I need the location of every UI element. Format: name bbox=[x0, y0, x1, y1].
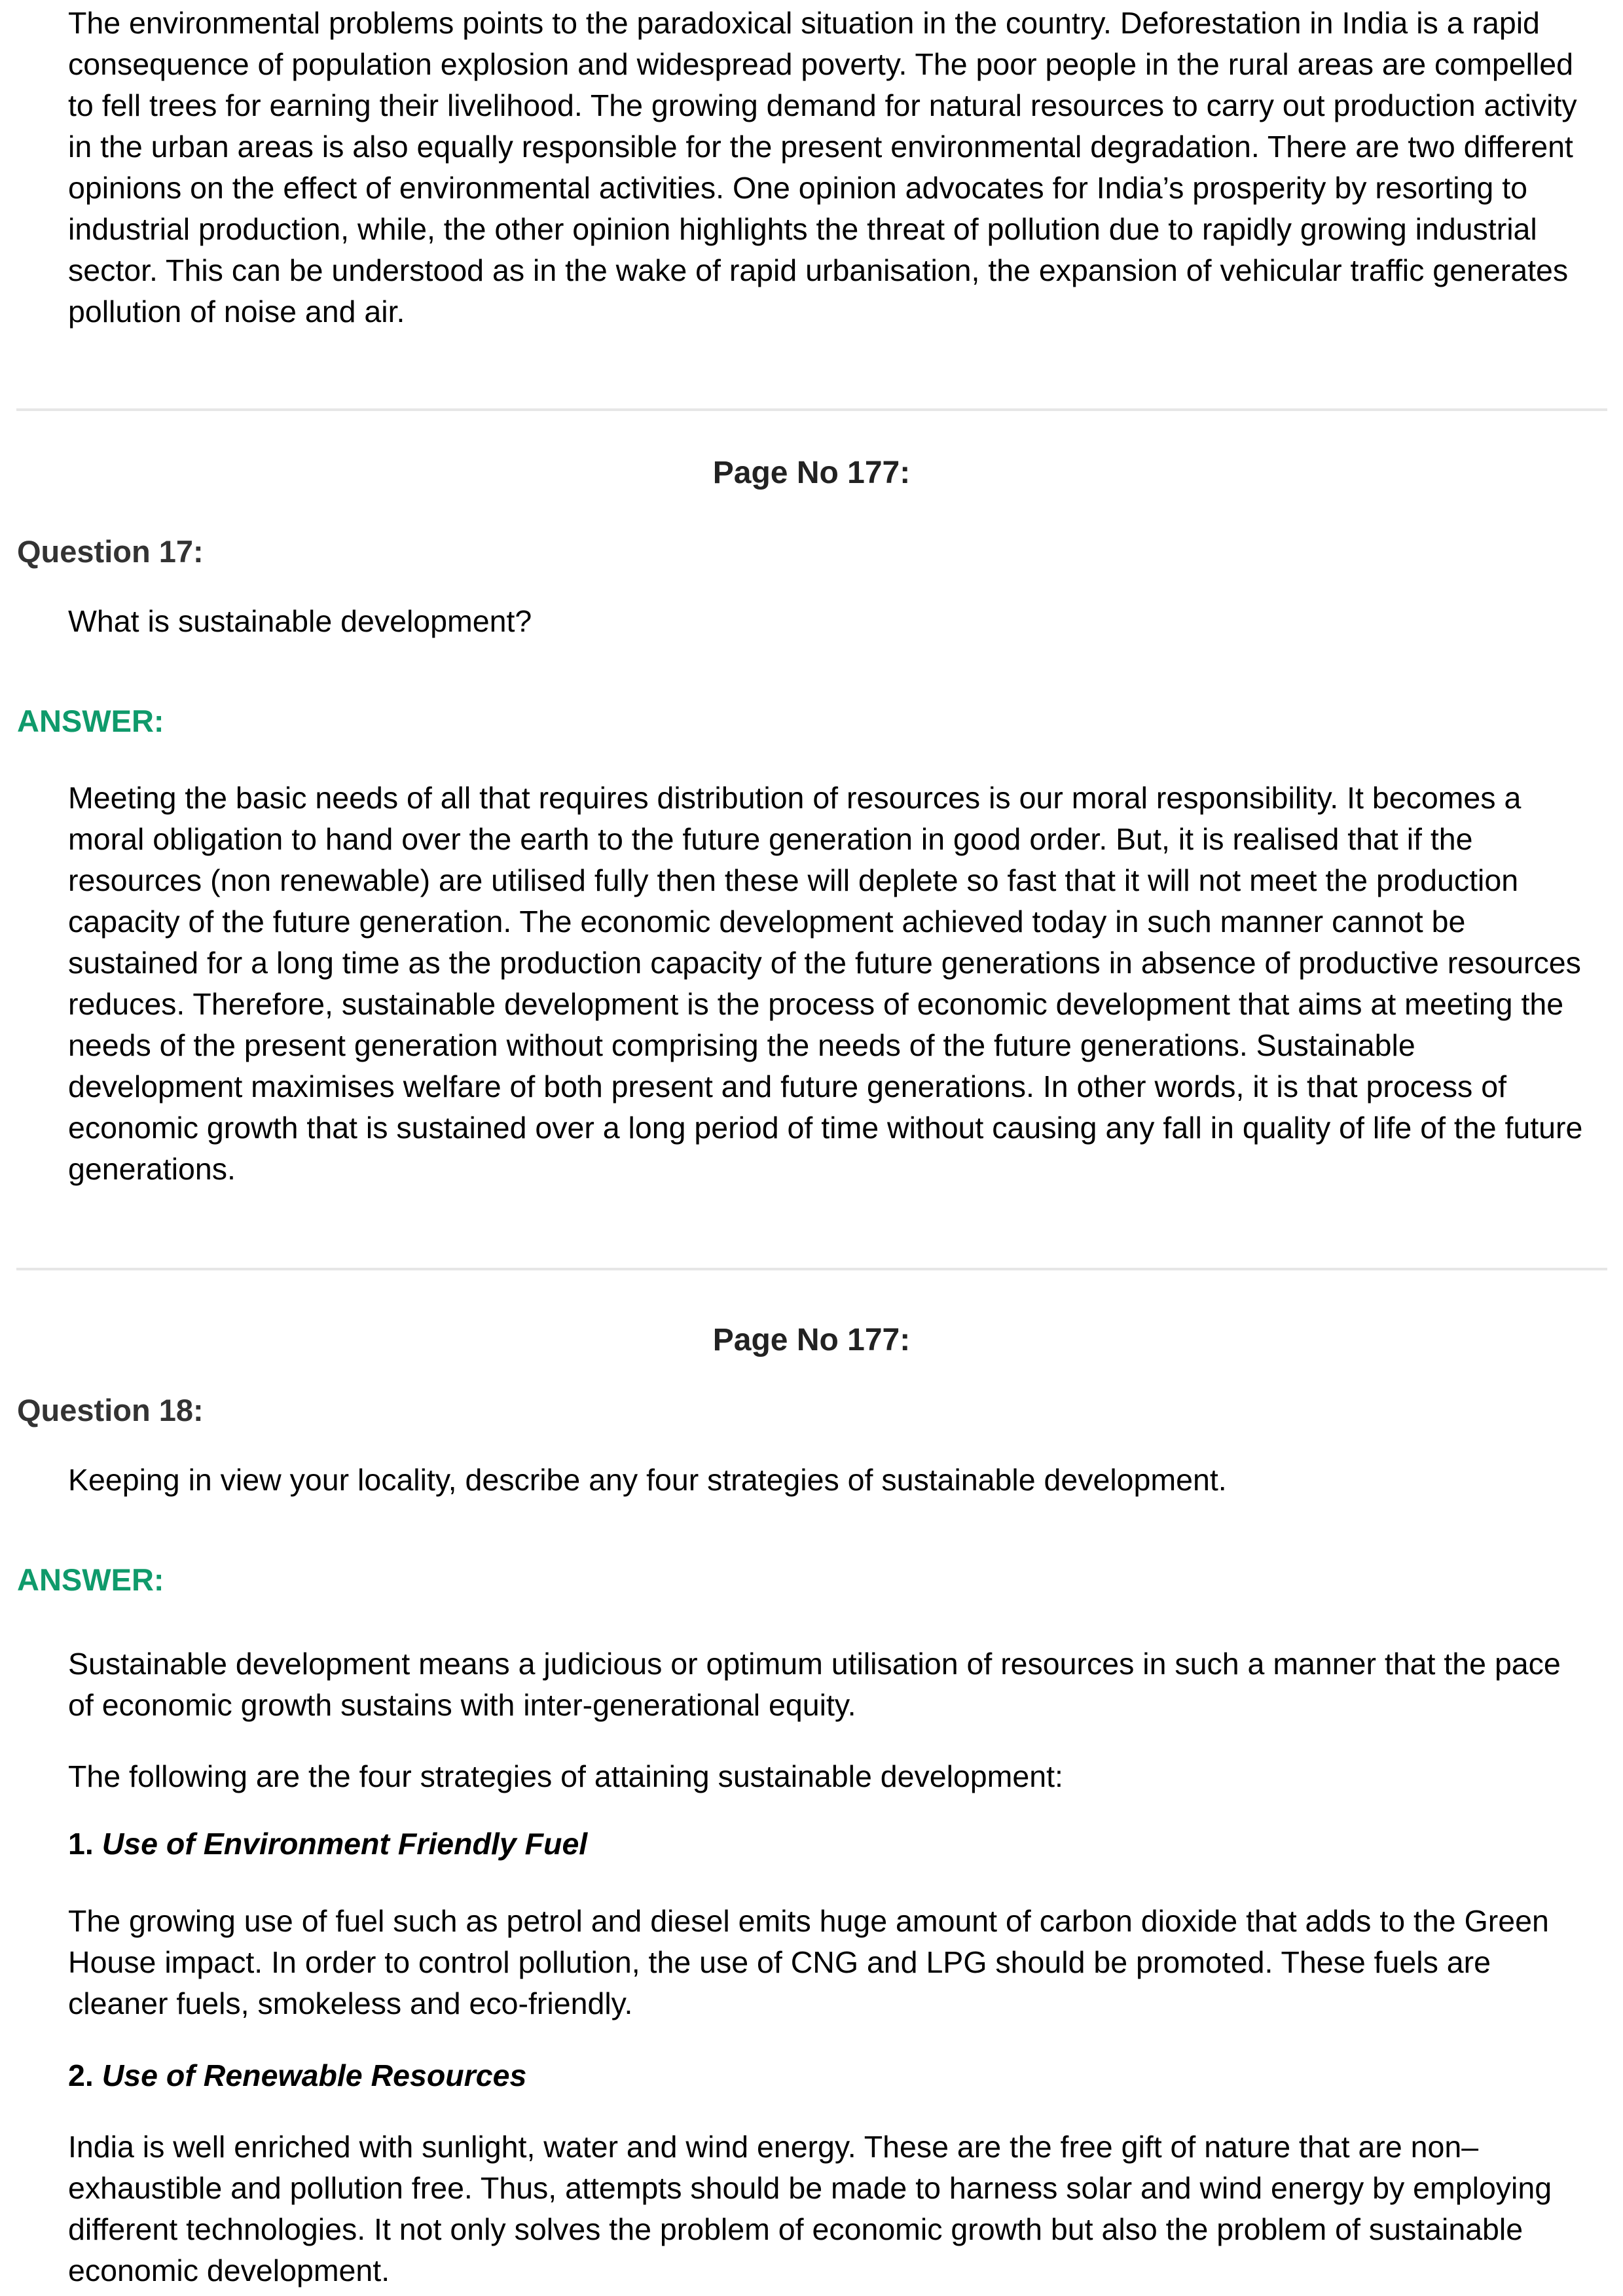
answer-label: ANSWER: bbox=[17, 704, 164, 738]
strategy-number: 1. bbox=[68, 1827, 94, 1861]
text-line: pollution of noise and air. bbox=[68, 295, 405, 329]
question-heading: Question 18: bbox=[17, 1393, 204, 1427]
question-text: What is sustainable development? bbox=[68, 604, 532, 638]
strategy-heading bbox=[68, 2060, 526, 2091]
text-line: exhaustible and pollution free. Thus, attempts should be made to harness solar and wind energy by employing bbox=[68, 2171, 1552, 2205]
text-line: reduces. Therefore, sustainable development is the process of economic development that aims at meeting the bbox=[68, 987, 1564, 1021]
section-divider bbox=[16, 1268, 1607, 1270]
section-divider bbox=[16, 408, 1607, 411]
text-line: to fell trees for earning their livelihood. The growing demand for natural resources to carry out production activity bbox=[68, 88, 1577, 122]
strategies-intro: The following are the four strategies of attaining sustainable development: bbox=[68, 1759, 1063, 1793]
text-line: in the urban areas is also equally responsible for the present environmental degradation. There are two different bbox=[68, 130, 1573, 164]
page-number-heading: Page No 177: bbox=[712, 1323, 911, 1357]
text-line: economic growth that is sustained over a long period of time without causing any fall in quality of life of the future bbox=[68, 1111, 1583, 1145]
text-line: moral obligation to hand over the earth to the future generation in good order. But, it is realised that if the bbox=[68, 822, 1473, 856]
text-line: sustained for a long time as the production capacity of the future generations in absence of productive resources bbox=[68, 946, 1581, 980]
text-line: development maximises welfare of both present and future generations. In other words, it is that process of bbox=[68, 1069, 1506, 1103]
strategy-heading bbox=[68, 1829, 587, 1859]
text-line: needs of the present generation without comprising the needs of the future generations. Sustainable bbox=[68, 1028, 1415, 1062]
text-line: economic development. bbox=[68, 2253, 390, 2287]
page-number-heading: Page No 177: bbox=[712, 456, 911, 490]
text-line: The growing use of fuel such as petrol and diesel emits huge amount of carbon dioxide that adds to the Green bbox=[68, 1904, 1549, 1938]
text-line: Sustainable development means a judicious or optimum utilisation of resources in such a manner that the pace bbox=[68, 1647, 1561, 1681]
question-text: Keeping in view your locality, describe any four strategies of sustainable development. bbox=[68, 1463, 1227, 1497]
text-line: resources (non renewable) are utilised fully then these will deplete so fast that it will not meet the production bbox=[68, 863, 1519, 897]
answer-label: ANSWER: bbox=[17, 1562, 164, 1597]
text-line: sector. This can be understood as in the wake of rapid urbanisation, the expansion of vehicular traffic generates bbox=[68, 253, 1569, 287]
text-line: opinions on the effect of environmental activities. One opinion advocates for India’s prosperity by resorting to bbox=[68, 171, 1527, 205]
text-line: different technologies. It not only solves the problem of economic growth but also the problem of sustainable bbox=[68, 2212, 1523, 2246]
text-line: consequence of population explosion and widespread poverty. The poor people in the rural areas are compelled bbox=[68, 47, 1573, 81]
strategy-number: 2. bbox=[68, 2058, 94, 2092]
strategy-title: Use of Environment Friendly Fuel bbox=[101, 1827, 588, 1861]
text-line: House impact. In order to control pollution, the use of CNG and LPG should be promoted. These fuels are bbox=[68, 1945, 1491, 1979]
text-line: The environmental problems points to the paradoxical situation in the country. Deforestation in India is a rapid bbox=[68, 6, 1540, 40]
text-line: cleaner fuels, smokeless and eco-friendly. bbox=[68, 1986, 633, 2020]
text-line: India is well enriched with sunlight, water and wind energy. These are the free gift of nature that are non– bbox=[68, 2130, 1479, 2164]
strategy-title: Use of Renewable Resources bbox=[101, 2058, 527, 2092]
text-line: of economic growth sustains with inter-generational equity. bbox=[68, 1688, 856, 1722]
text-line: Meeting the basic needs of all that requires distribution of resources is our moral responsibility. It becomes a bbox=[68, 781, 1522, 815]
text-line: industrial production, while, the other opinion highlights the threat of pollution due to rapidly growing industrial bbox=[68, 212, 1537, 246]
question-heading: Question 17: bbox=[17, 534, 204, 569]
text-line: generations. bbox=[68, 1152, 236, 1186]
text-line: capacity of the future generation. The economic development achieved today in such manner cannot be bbox=[68, 905, 1466, 939]
